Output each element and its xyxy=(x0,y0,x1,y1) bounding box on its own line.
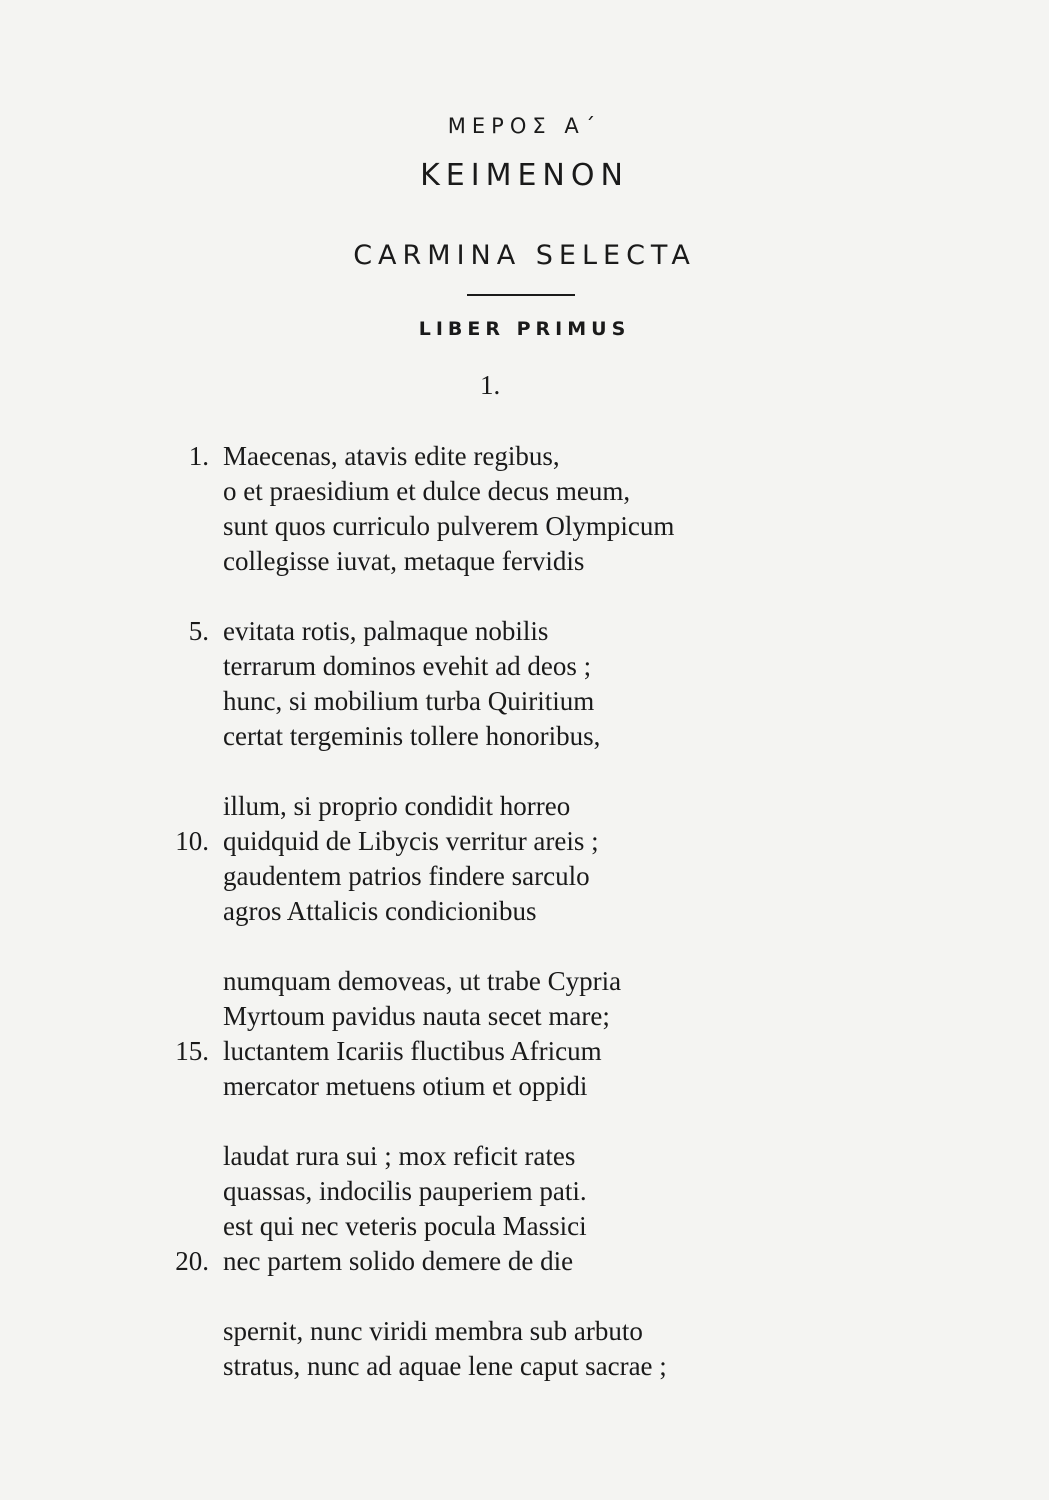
verse-text: terrarum dominos evehit ad deos ; xyxy=(223,651,592,681)
line-number: 10. xyxy=(175,826,209,856)
verse-text: mercator metuens otium et oppidi xyxy=(223,1071,588,1101)
verse-line xyxy=(0,858,1049,894)
verse-text: luctantem Icariis fluctibus Africum xyxy=(223,1036,602,1066)
verse-line xyxy=(0,1068,1049,1104)
verse-line xyxy=(0,1173,1049,1209)
verse-text: Myrtoum pavidus nauta secet mare; xyxy=(223,1001,610,1031)
part-heading: ΜΕΡΟΣ Α΄ xyxy=(447,114,602,138)
verse-text: illum, si proprio condidit horreo xyxy=(223,791,571,821)
verse-line xyxy=(0,473,1049,509)
verse-line xyxy=(0,613,1049,649)
book-heading: LIBER PRIMUS xyxy=(418,318,631,340)
verse-text: gaudentem patrios findere sarculo xyxy=(223,861,590,891)
verse-line xyxy=(0,1243,1049,1279)
verse-line xyxy=(0,1313,1049,1349)
verse-text: o et praesidium et dulce decus meum, xyxy=(223,476,631,506)
verse-line xyxy=(0,823,1049,859)
title-divider xyxy=(467,294,575,296)
text-section-heading: ΚΕΙΜΕΝΟΝ xyxy=(420,158,629,193)
verse-line xyxy=(0,683,1049,719)
verse-line xyxy=(0,1208,1049,1244)
verse-text: evitata rotis, palmaque nobilis xyxy=(223,616,549,646)
verse-text: collegisse iuvat, metaque fervidis xyxy=(223,546,585,576)
line-number: 20. xyxy=(175,1246,209,1276)
verse-text: stratus, nunc ad aquae lene caput sacrae ; xyxy=(223,1351,667,1381)
collection-title: CARMINA SELECTA xyxy=(353,240,696,271)
verse-line xyxy=(0,648,1049,684)
verse-text: quidquid de Libycis verritur areis ; xyxy=(223,826,599,856)
verse-line xyxy=(0,1348,1049,1384)
verse-text: certat tergeminis tollere honoribus, xyxy=(223,721,601,751)
line-number: 15. xyxy=(175,1036,209,1066)
verse-line xyxy=(0,788,1049,824)
verse-text: spernit, nunc viridi membra sub arbuto xyxy=(223,1316,643,1346)
verse-text: sunt quos curriculo pulverem Olympicum xyxy=(223,511,675,541)
verse-text: est qui nec veteris pocula Massici xyxy=(223,1211,587,1241)
line-number: 5. xyxy=(188,616,209,646)
verse-text: Maecenas, atavis edite regibus, xyxy=(223,441,560,471)
verse-text: quassas, indocilis pauperiem pati. xyxy=(223,1176,587,1206)
verse-line xyxy=(0,1138,1049,1174)
verse-line xyxy=(0,1033,1049,1069)
line-number: 1. xyxy=(188,441,209,471)
verse-line xyxy=(0,963,1049,999)
verse-text: agros Attalicis condicionibus xyxy=(223,896,537,926)
verse-text: nec partem solido demere de die xyxy=(223,1246,574,1276)
verse-text: hunc, si mobilium turba Quiritium xyxy=(223,686,595,716)
verse-line xyxy=(0,508,1049,544)
verse-text: laudat rura sui ; mox reficit rates xyxy=(223,1141,576,1171)
verse-text: numquam demoveas, ut trabe Cypria xyxy=(223,966,622,996)
verse-line xyxy=(0,893,1049,929)
verse-line xyxy=(0,543,1049,579)
verse-line xyxy=(0,718,1049,754)
poem-number: 1. xyxy=(480,370,501,400)
verse-line xyxy=(0,438,1049,474)
verse-line xyxy=(0,998,1049,1034)
